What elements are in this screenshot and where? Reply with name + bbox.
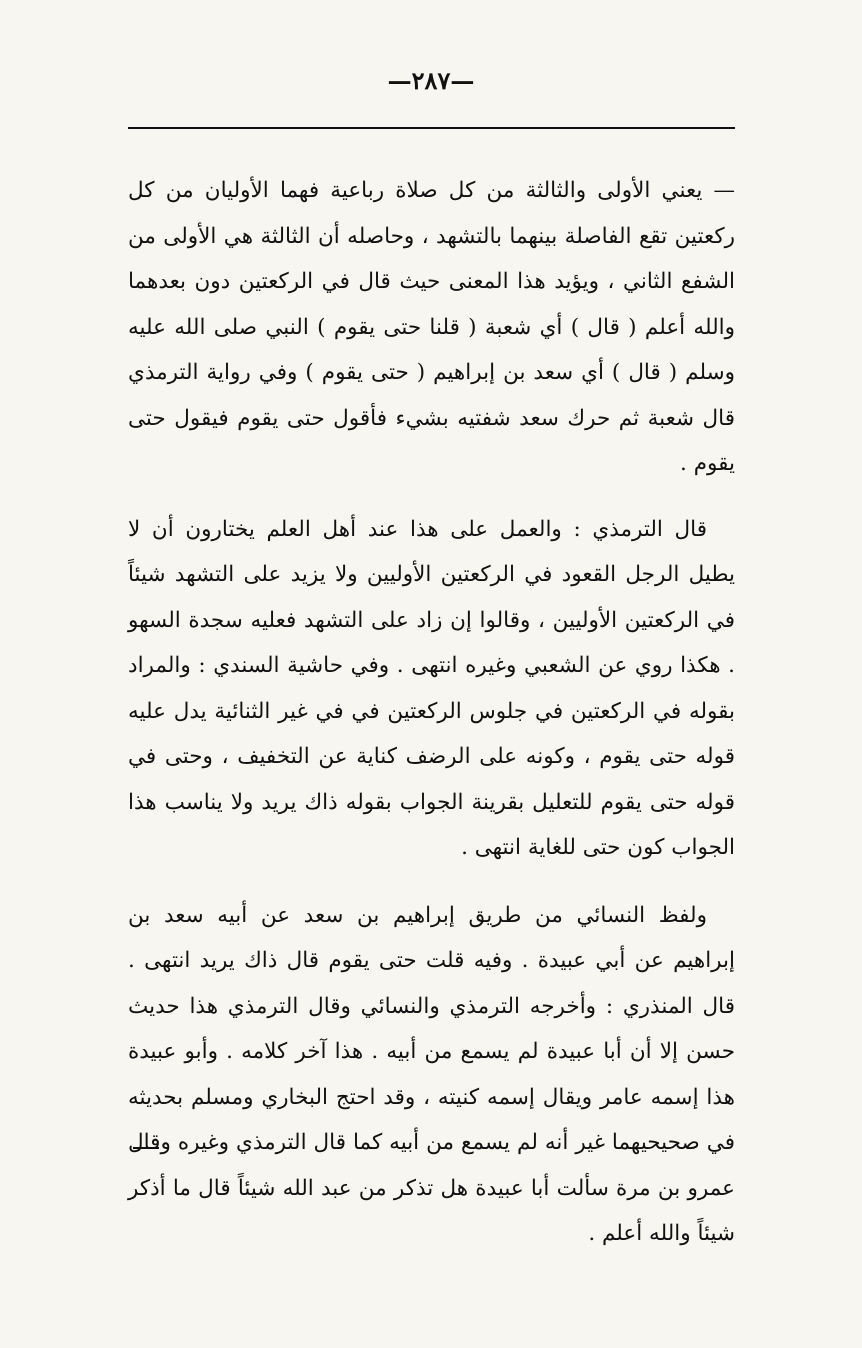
paragraph-gap	[128, 871, 735, 893]
end-dash	[133, 1147, 159, 1149]
header-rule	[128, 127, 735, 129]
paragraph-3: ولفظ النسائي من طريق إبراهيم بن سعد عن أبيه سعد بن إبراهيم عن أبي عبيدة . وفيه قلت حتى يقوم قال ذاك يريد انتهى . قال المنذري : وأخرجه الترمذي والنسائي وقال الترمذي هذا حديث حسن إلا أن أبا عبيدة لم يسمع من أبيه . هذا آخر كلامه . وأبو عبيدة هذا إسمه عامر ويقال إسمه كنيته ، وقد احتج البخاري ومسلم بحديثه في صحيحيهما غير أنه لم يسمع من أبيه كما قال الترمذي وغيره وقال عمرو بن مرة سألت أبا عبيدة هل تذكر من عبد الله شيئاً قال ما أذكر شيئاً والله أعلم .	[128, 902, 735, 1246]
paragraph-2: قال الترمذي : والعمل على هذا عند أهل العلم يختارون أن لا يطيل الرجل القعود في الركعتين الأوليين ولا يزيد على التشهد شيئاً في الركعتين الأوليين ، وقالوا إن زاد على التشهد فعليه سجدة السهو . هكذا روي عن الشعبي وغيره انتهى . وفي حاشية السندي : والمراد بقوله في الركعتين في جلوس الركعتين في في غير الثنائية يدل عليه قوله حتى يقوم ، وكونه على الرضف كناية عن التخفيف ، وحتى في قوله حتى يقوم للتعليل بقرينة الجواب بقوله ذاك يريد ولا يناسب هذا الجواب كون حتى للغاية انتهى .	[128, 516, 735, 860]
body-text	[128, 168, 735, 1257]
paragraph-gap	[128, 487, 735, 507]
page-number: —٢٨٧—	[387, 66, 475, 95]
paragraph-1: — يعني الأولى والثالثة من كل صلاة رباعية فهما الأوليان من كل ركعتين تقع الفاصلة بينهما بالتشهد ، وحاصله أن الثالثة هي الأولى من الشفع الثاني ، ويؤيد هذا المعنى حيث قال في الركعتين دون بعدهما والله أعلم ( قال ) أي شعبة ( قلنا حتى يقوم ) النبي صلى الله عليه وسلم ( قال ) أي سعد بن إبراهيم ( حتى يقوم ) وفي رواية الترمذي قال شعبة ثم حرك سعد شفتيه بشيء فأقول حتى يقوم فيقول حتى يقوم .	[128, 178, 735, 476]
